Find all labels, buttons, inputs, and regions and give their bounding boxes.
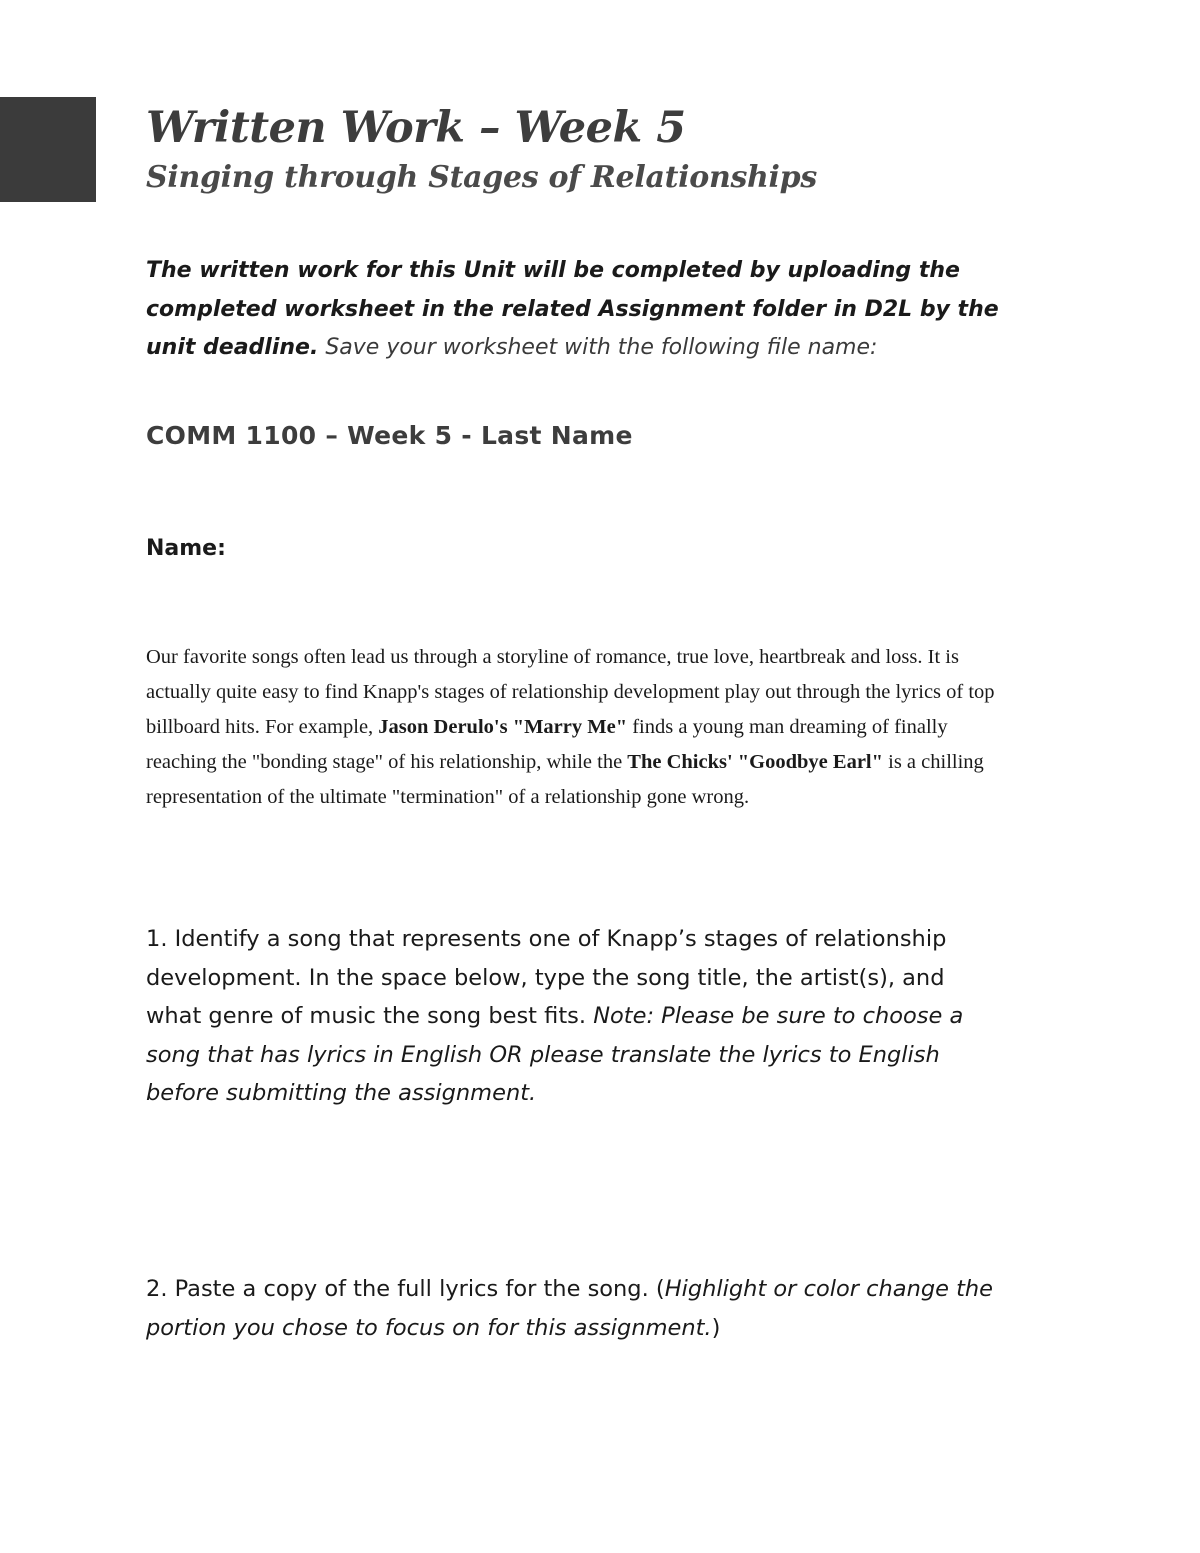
song-example-1: Jason Derulo's "Marry Me" bbox=[378, 716, 628, 738]
question-1-note: Note: Please be sure to choose a song that has lyrics in English OR please translate the lyrics to English before submitting the assignment. bbox=[146, 1003, 964, 1106]
question-2-note: Highlight or color change the portion you chose to focus on for this assignment. bbox=[146, 1276, 994, 1341]
intro-text-1: Our favorite songs often lead us through a storyline of romance, true love, heartbreak and loss. It is actually quite easy to find Knapp's stages of relationship development play out through the lyrics of top billboard hits. For example, bbox=[146, 646, 995, 738]
instructions-file-name-text: Save your worksheet with the following file name: bbox=[318, 335, 878, 360]
instructions-bold-text: The written work for this Unit will be completed by uploading the completed worksheet in the related Assignment folder in D2L by the unit deadline. bbox=[146, 258, 999, 360]
question-2-text-start: 2. Paste a copy of the full lyrics for the song. ( bbox=[146, 1276, 665, 1302]
file-name-format: COMM 1100 – Week 5 - Last Name bbox=[146, 421, 633, 450]
header-accent-block bbox=[0, 97, 96, 202]
song-example-2: The Chicks' "Goodbye Earl" bbox=[627, 751, 883, 773]
page-subtitle: Singing through Stages of Relationships bbox=[146, 160, 817, 195]
intro-text-3: is a chilling representation of the ultimate "termination" of a relationship gone wrong. bbox=[146, 751, 984, 808]
question-1 bbox=[146, 920, 1006, 1113]
submission-instructions bbox=[146, 252, 1006, 368]
page-title: Written Work – Week 5 bbox=[146, 103, 686, 153]
question-1-text: 1. Identify a song that represents one of Knapp’s stages of relationship development. In the space below, type the song title, the artist(s), and what genre of music the song best fits. bbox=[146, 926, 947, 1029]
worksheet-content bbox=[146, 100, 1026, 1341]
intro-text-2: finds a young man dreaming of finally reaching the "bonding stage" of his relationship, while the bbox=[146, 716, 948, 773]
question-2 bbox=[146, 1270, 1006, 1347]
name-label: Name: bbox=[146, 536, 226, 561]
question-2-text-end: ) bbox=[711, 1314, 721, 1341]
intro-paragraph bbox=[146, 640, 1006, 815]
